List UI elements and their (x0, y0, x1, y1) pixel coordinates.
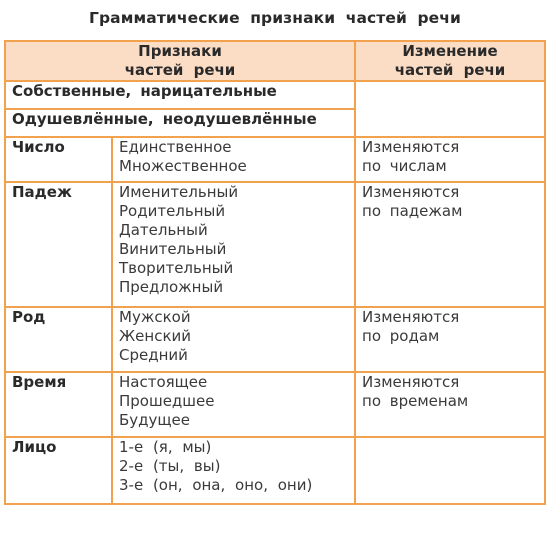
change-text: Изменяются (362, 308, 460, 326)
change-cell (355, 182, 545, 307)
feature-value: Творительный (119, 259, 234, 277)
header-change-line: частей речи (394, 61, 506, 79)
feature-value: Родительный (119, 202, 226, 220)
feature-values (112, 137, 355, 182)
feature-value: Винительный (119, 240, 227, 258)
feature-name: Время (5, 372, 112, 437)
table-header-row (5, 41, 545, 81)
change-text: Изменяются (362, 138, 460, 156)
header-features-line: Признаки (138, 42, 222, 60)
table-row (5, 372, 545, 437)
page-title: Грамматические признаки частей речи (89, 9, 461, 27)
feature-values (112, 182, 355, 307)
feature-value: Мужской (119, 308, 191, 326)
header-features (5, 41, 355, 81)
change-text: по временам (362, 392, 469, 410)
feature-value: Прошедшее (119, 392, 215, 410)
change-cell (355, 437, 545, 504)
feature-values (112, 307, 355, 372)
table-row (5, 182, 545, 307)
header-features-line: частей речи (124, 61, 236, 79)
table-row (5, 137, 545, 182)
table-row (5, 307, 545, 372)
wide-row (5, 81, 545, 109)
feature-name: Лицо (5, 437, 112, 504)
feature-value: Множественное (119, 157, 247, 175)
change-text: Изменяются (362, 183, 460, 201)
feature-value: 2-е (ты, вы) (119, 457, 221, 475)
feature-name: Падеж (5, 182, 112, 307)
grammar-table (4, 40, 546, 505)
feature-value: 1-е (я, мы) (119, 438, 212, 456)
change-text: по числам (362, 157, 447, 175)
wide-row-cell: Собственные, нарицательные (5, 81, 355, 109)
change-text: по родам (362, 327, 440, 345)
wide-row-change-cell (355, 81, 545, 137)
feature-values (112, 372, 355, 437)
change-text: по падежам (362, 202, 463, 220)
change-cell (355, 307, 545, 372)
feature-value: Единственное (119, 138, 232, 156)
table-row (5, 437, 545, 504)
feature-value: Именительный (119, 183, 239, 201)
change-text: Изменяются (362, 373, 460, 391)
header-change (355, 41, 545, 81)
change-cell (355, 372, 545, 437)
header-change-line: Изменение (402, 42, 498, 60)
feature-value: Настоящее (119, 373, 208, 391)
feature-values (112, 437, 355, 504)
wide-row-cell: Одушевлённые, неодушевлённые (5, 109, 355, 137)
change-cell (355, 137, 545, 182)
feature-name: Род (5, 307, 112, 372)
feature-name: Число (5, 137, 112, 182)
feature-value: 3-е (он, она, оно, они) (119, 476, 313, 494)
feature-value: Предложный (119, 278, 224, 296)
feature-value: Женский (119, 327, 191, 345)
feature-value: Дательный (119, 221, 208, 239)
feature-value: Будущее (119, 411, 191, 429)
feature-value: Средний (119, 346, 188, 364)
